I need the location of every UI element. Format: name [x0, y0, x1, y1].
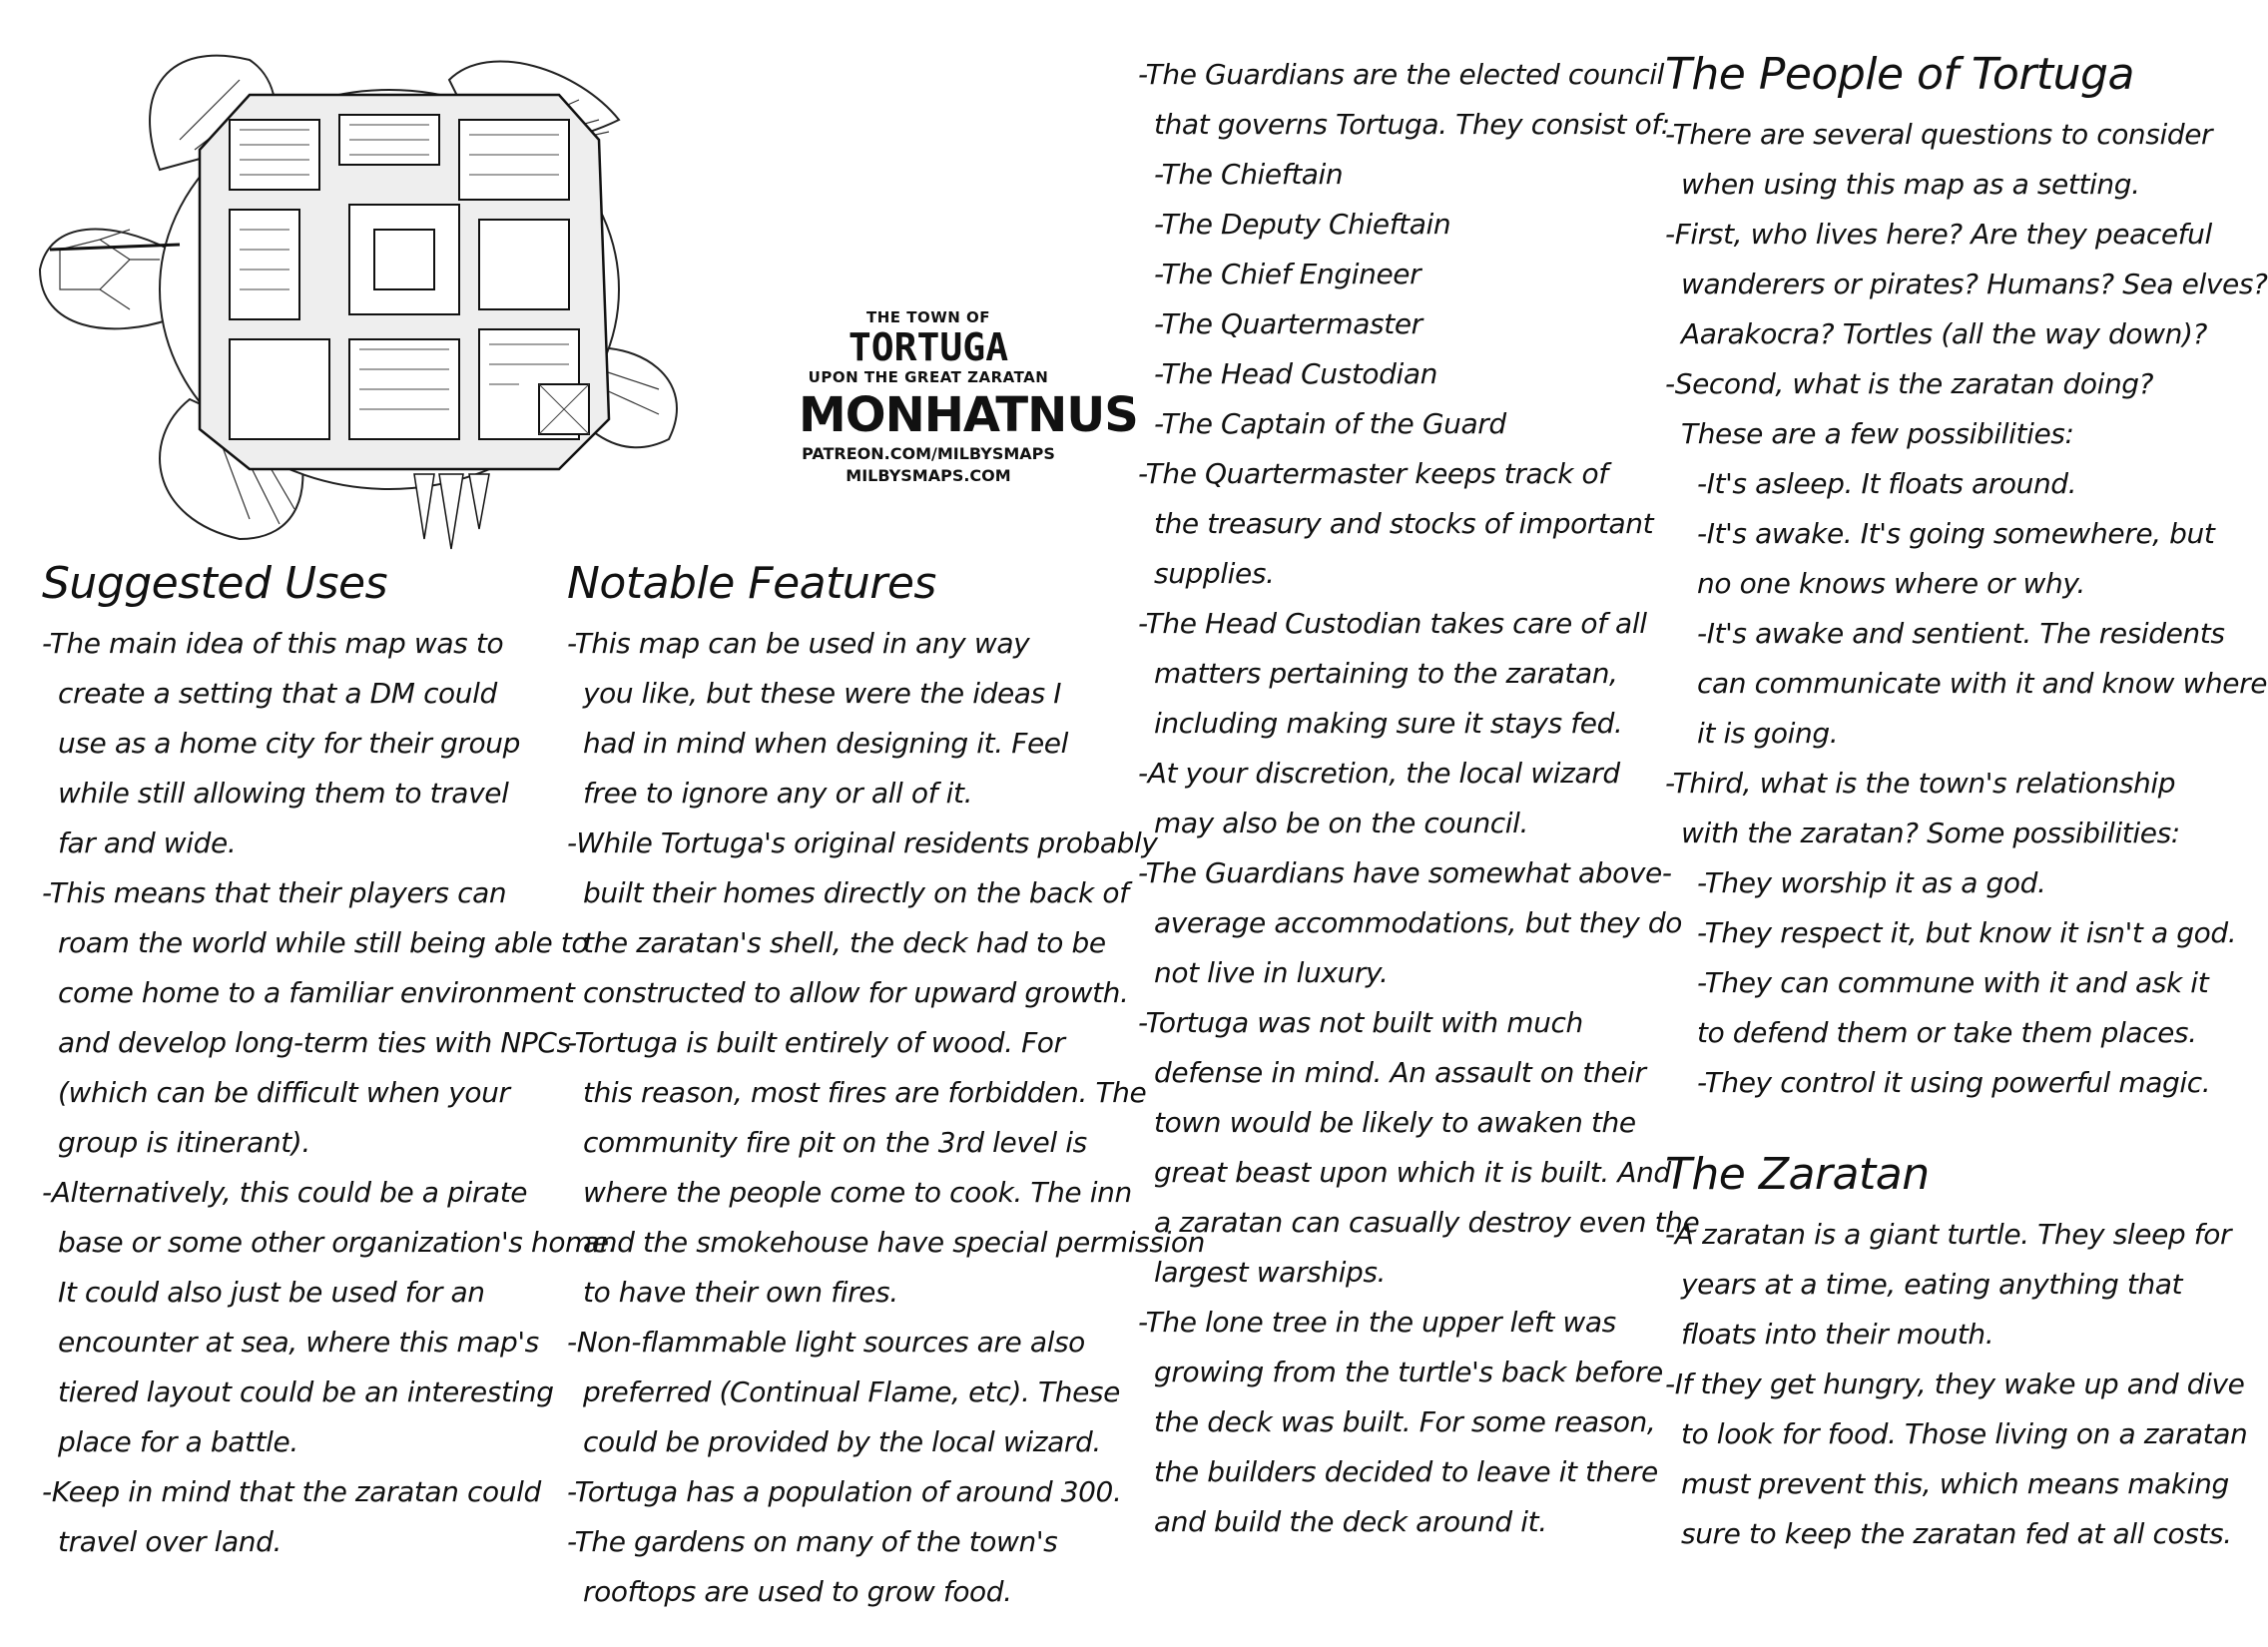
suggested-uses-section: [42, 558, 618, 1567]
text-line: you like, but these were the ideas I: [583, 677, 1062, 710]
text-line: largest warships.: [1154, 1256, 1387, 1289]
text-line: It could also just be used for an: [58, 1276, 485, 1309]
text-line: -The Quartermaster keeps track of: [1138, 457, 1608, 490]
text-line: to have their own fires.: [583, 1276, 898, 1309]
text-line: including making sure it stays fed.: [1154, 707, 1623, 740]
text-line: -Tortuga is built entirely of wood. For: [567, 1026, 1065, 1059]
text-line: base or some other organization's home.: [58, 1226, 618, 1259]
text-line: the treasury and stocks of important: [1154, 507, 1654, 540]
text-line: far and wide.: [58, 826, 237, 859]
boat: [439, 474, 463, 549]
text-line: tiered layout could be an interesting: [58, 1375, 554, 1408]
text-line: -The Guardians are the elected council: [1138, 58, 1665, 91]
text-line: with the zaratan? Some possibilities:: [1681, 817, 2180, 849]
text-line: -Non-flammable light sources are also: [567, 1326, 1085, 1359]
building: [230, 339, 329, 439]
text-line: -They respect it, but know it isn't a god.: [1697, 916, 2237, 949]
text-line: the builders decided to leave it there: [1154, 1455, 1658, 1488]
text-line: no one knows where or why.: [1697, 567, 2085, 600]
text-line: matters pertaining to the zaratan,: [1154, 657, 1618, 690]
text-line: -The Chieftain: [1154, 158, 1344, 191]
text-line: -The Chief Engineer: [1154, 258, 1421, 290]
text-line: -They control it using powerful magic.: [1697, 1066, 2211, 1099]
text-line: to defend them or take them places.: [1697, 1016, 2197, 1049]
text-line: place for a battle.: [58, 1425, 298, 1458]
text-line: can communicate with it and know where: [1697, 667, 2268, 700]
text-line: -They worship it as a god.: [1697, 866, 2046, 899]
text-line: years at a time, eating anything that: [1681, 1268, 2183, 1301]
text-line: and build the deck around it.: [1154, 1505, 1547, 1538]
text-line: floats into their mouth.: [1681, 1318, 1994, 1351]
text-line: encounter at sea, where this map's: [58, 1326, 539, 1359]
building: [230, 210, 299, 319]
notable-features-body: [567, 619, 1206, 1617]
text-line: may also be on the council.: [1154, 807, 1529, 839]
notable-features-section: [567, 558, 1206, 1617]
text-line: -At your discretion, the local wizard: [1138, 757, 1620, 790]
text-line: constructed to allow for upward growth.: [583, 976, 1129, 1009]
text-line: -This means that their players can: [42, 876, 507, 909]
text-line: -Third, what is the town's relationship: [1665, 767, 2176, 800]
text-line: and develop long-term ties with NPCs: [58, 1026, 571, 1059]
guardians-section: [1138, 50, 1700, 1547]
text-line: -Tortuga was not built with much: [1138, 1006, 1583, 1039]
text-line: defense in mind. An assault on their: [1154, 1056, 1646, 1089]
people-body: [1665, 110, 2268, 1108]
text-line: wanderers or pirates? Humans? Sea elves?: [1681, 268, 2268, 300]
text-line: rooftops are used to grow food.: [583, 1575, 1012, 1608]
guardians-body: [1138, 50, 1700, 1547]
text-line: create a setting that a DM could: [58, 677, 497, 710]
text-line: These are a few possibilities:: [1681, 417, 2074, 450]
text-line: had in mind when designing it. Feel: [583, 727, 1068, 760]
title-subtitle: UPON THE GREAT ZARATAN: [808, 368, 1049, 386]
text-line: preferred (Continual Flame, etc). These: [583, 1375, 1120, 1408]
website-link[interactable]: MILBYSMAPS.COM: [846, 466, 1011, 485]
text-line: -It's awake and sentient. The residents: [1697, 617, 2225, 650]
text-line: -Tortuga has a population of around 300.: [567, 1475, 1122, 1508]
text-line: -The main idea of this map was to: [42, 627, 504, 660]
central-tower-inner: [374, 230, 434, 289]
people-section: [1665, 49, 2268, 1559]
map-title-block: [799, 307, 1138, 487]
text-line: built their homes directly on the back of: [583, 876, 1129, 909]
text-line: -There are several questions to consider: [1665, 118, 2213, 151]
text-line: this reason, most fires are forbidden. The: [583, 1076, 1147, 1109]
town-map-illustration: [20, 20, 709, 559]
text-line: average accommodations, but they do: [1154, 906, 1682, 939]
text-line: -It's awake. It's going somewhere, but: [1697, 517, 2215, 550]
text-line: -They can commune with it and ask it: [1697, 966, 2209, 999]
suggested-uses-body: [42, 619, 618, 1567]
text-line: roam the world while still being able to: [58, 926, 589, 959]
text-line: that governs Tortuga. They consist of:: [1154, 108, 1670, 141]
text-line: community fire pit on the 3rd level is: [583, 1126, 1087, 1159]
text-line: -The Guardians have somewhat above-: [1138, 856, 1672, 889]
zaratan-heading: The Zaratan: [1665, 1149, 1930, 1200]
text-line: sure to keep the zaratan fed at all costs.: [1681, 1517, 2232, 1550]
text-line: -The lone tree in the upper left was: [1138, 1306, 1616, 1339]
text-line: -First, who lives here? Are they peaceful: [1665, 218, 2212, 251]
text-line: to look for food. Those living on a zaratan: [1681, 1417, 2248, 1450]
text-line: must prevent this, which means making: [1681, 1467, 2229, 1500]
text-line: -A zaratan is a giant turtle. They sleep for: [1665, 1218, 2232, 1251]
people-heading: The People of Tortuga: [1665, 49, 2134, 100]
text-line: where the people come to cook. The inn: [583, 1176, 1132, 1209]
notable-features-heading: Notable Features: [567, 558, 936, 609]
text-line: Aarakocra? Tortles (all the way down)?: [1681, 317, 2207, 350]
text-line: the zaratan's shell, the deck had to be: [583, 926, 1106, 959]
text-line: not live in luxury.: [1154, 956, 1389, 989]
text-line: supplies.: [1154, 557, 1275, 590]
text-line: the deck was built. For some reason,: [1154, 1405, 1656, 1438]
text-line: (which can be difficult when your: [58, 1076, 510, 1109]
text-line: -The Deputy Chieftain: [1154, 208, 1451, 241]
text-line: -The Head Custodian: [1154, 357, 1438, 390]
text-line: come home to a familiar environment: [58, 976, 575, 1009]
building: [479, 220, 569, 309]
text-line: could be provided by the local wizard.: [583, 1425, 1101, 1458]
title-zaratan-name: MONHATNUS: [799, 387, 1138, 443]
text-line: -While Tortuga's original residents probably: [567, 826, 1158, 859]
text-line: town would be likely to awaken the: [1154, 1106, 1636, 1139]
text-line: -The Quartermaster: [1154, 307, 1422, 340]
text-line: -This map can be used in any way: [567, 627, 1030, 660]
text-line: -Alternatively, this could be a pirate: [42, 1176, 528, 1209]
building: [459, 120, 569, 200]
boat: [414, 474, 434, 539]
text-line: it is going.: [1697, 717, 1839, 750]
suggested-uses-heading: Suggested Uses: [42, 558, 388, 609]
text-line: free to ignore any or all of it.: [583, 777, 973, 810]
text-line: -The Captain of the Guard: [1154, 407, 1506, 440]
title-town-name: TORTUGA: [848, 325, 1009, 369]
zaratan-body: [1665, 1210, 2248, 1559]
text-line: travel over land.: [58, 1525, 283, 1558]
text-line: -Keep in mind that the zaratan could: [42, 1475, 541, 1508]
text-line: and the smokehouse have special permission: [583, 1226, 1206, 1259]
text-line: while still allowing them to travel: [58, 777, 509, 810]
text-line: great beast upon which it is built. And: [1154, 1156, 1671, 1189]
text-line: -It's asleep. It floats around.: [1697, 467, 2077, 500]
text-line: -If they get hungry, they wake up and dive: [1665, 1368, 2245, 1400]
text-line: group is itinerant).: [58, 1126, 310, 1159]
patreon-link[interactable]: PATREON.COM/MILBYSMAPS: [802, 444, 1055, 463]
text-line: a zaratan can casually destroy even the: [1154, 1206, 1700, 1239]
text-line: -Second, what is the zaratan doing?: [1665, 367, 2154, 400]
text-line: use as a home city for their group: [58, 727, 520, 760]
title-the-town-of: THE TOWN OF: [865, 308, 991, 326]
text-line: when using this map as a setting.: [1681, 168, 2140, 201]
boat: [469, 474, 489, 529]
text-line: growing from the turtle's back before: [1154, 1356, 1663, 1388]
text-line: -The Head Custodian takes care of all: [1138, 607, 1647, 640]
text-line: -The gardens on many of the town's: [567, 1525, 1058, 1558]
